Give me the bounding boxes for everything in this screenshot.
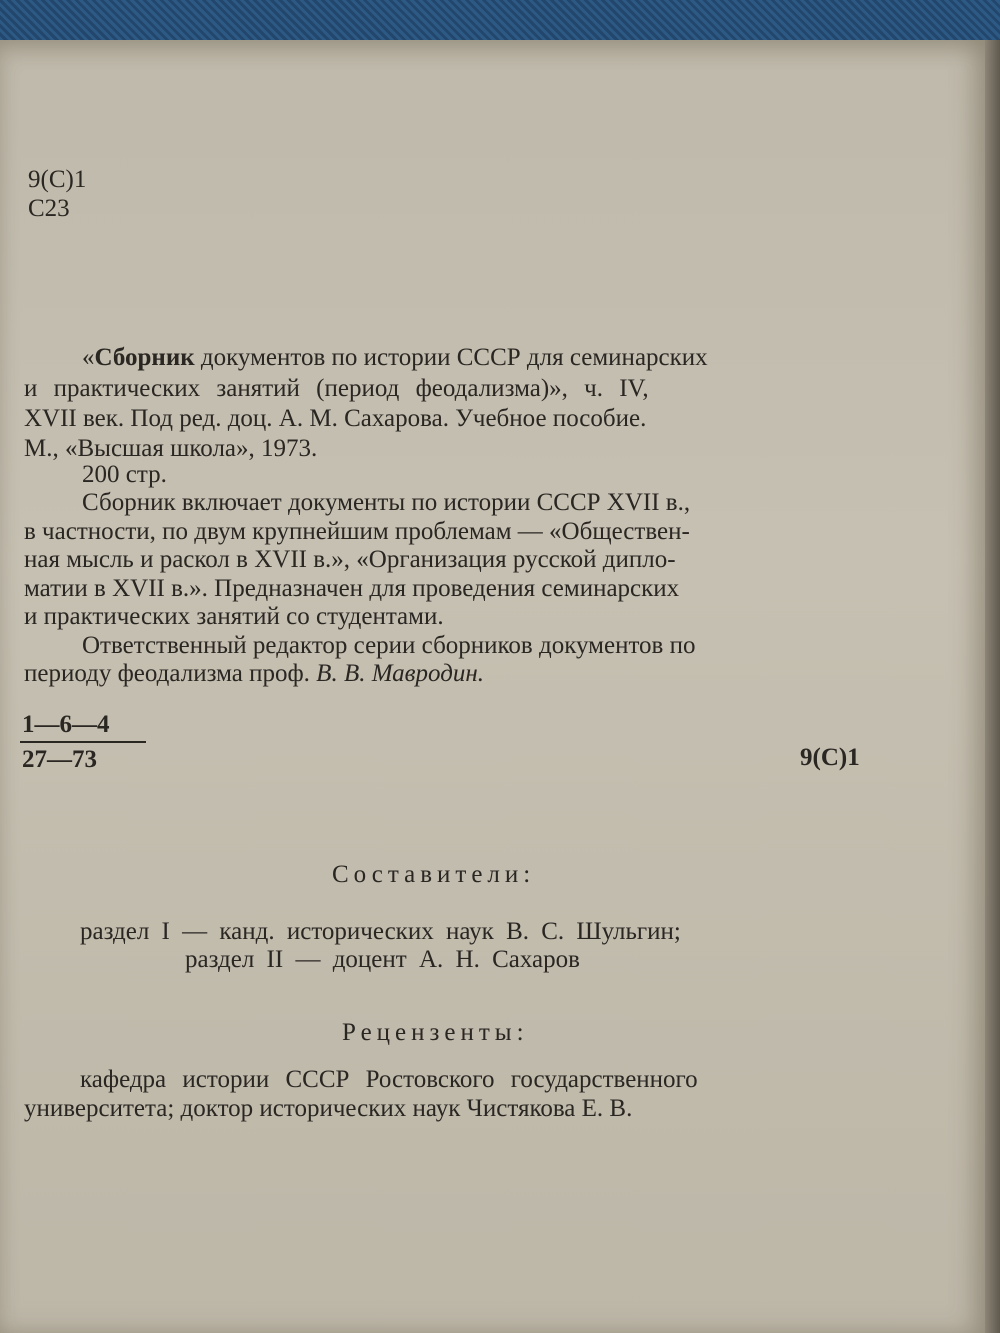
classification-code: 9(С)1 [28,166,87,193]
editor-name: В. В. Мавродин. [316,660,485,687]
description-line-2: в частности, по двум крупнейшим проблемам — «Обществен- [24,518,690,545]
reviewers-heading: Рецензенты: [342,1019,529,1046]
editor-line-1: Ответственный редактор серии сборников документов по [82,632,696,659]
compilers-heading: Составители: [332,861,536,888]
reviewers-line-2: университета; доктор исторических наук Чистякова Е. В. [24,1095,633,1122]
description-line-3: ная мысль и раскол в XVII в.», «Организация русской дипло- [24,546,676,573]
page-count: 200 стр. [82,461,167,488]
index-denominator: 27—73 [22,746,97,773]
annotation-line-3: XVII век. Под ред. доц. А. М. Сахарова. Учебное пособие. [24,405,647,432]
fraction-rule [20,741,146,743]
page-edge-shadow [985,40,1000,1333]
index-code-right: 9(С)1 [800,744,860,771]
author-mark: С23 [28,195,70,222]
compilers-line-1: раздел I — канд. исторических наук В. С. Шульгин; [80,918,681,945]
reviewers-line-1: кафедра истории СССР Ростовского государственного [80,1066,698,1093]
editor-line-2 [24,659,484,689]
compilers-line-2: раздел II — доцент А. Н. Сахаров [185,946,580,973]
description-line-4: матии в XVII в.». Предназначен для проведения семинарских [24,575,680,602]
annotation-line-1-rest: документов по истории СССР для семинарских [194,344,708,371]
annotation-line-4: М., «Высшая школа», 1973. [24,435,318,462]
title-bold-word: Сборник [94,344,195,371]
description-line-5: и практических занятий со студентами. [24,603,444,630]
annotation-line-2: и практических занятий (период феодализма)», ч. IV, [24,375,649,402]
annotation-line-1: «Сборник документов по истории СССР для семинарских [82,344,708,371]
index-numerator: 1—6—4 [22,711,110,738]
description-line-1: Сборник включает документы по истории СССР XVII в., [82,489,691,516]
editor-line-2-plain: периоду феодализма проф. [24,660,317,687]
